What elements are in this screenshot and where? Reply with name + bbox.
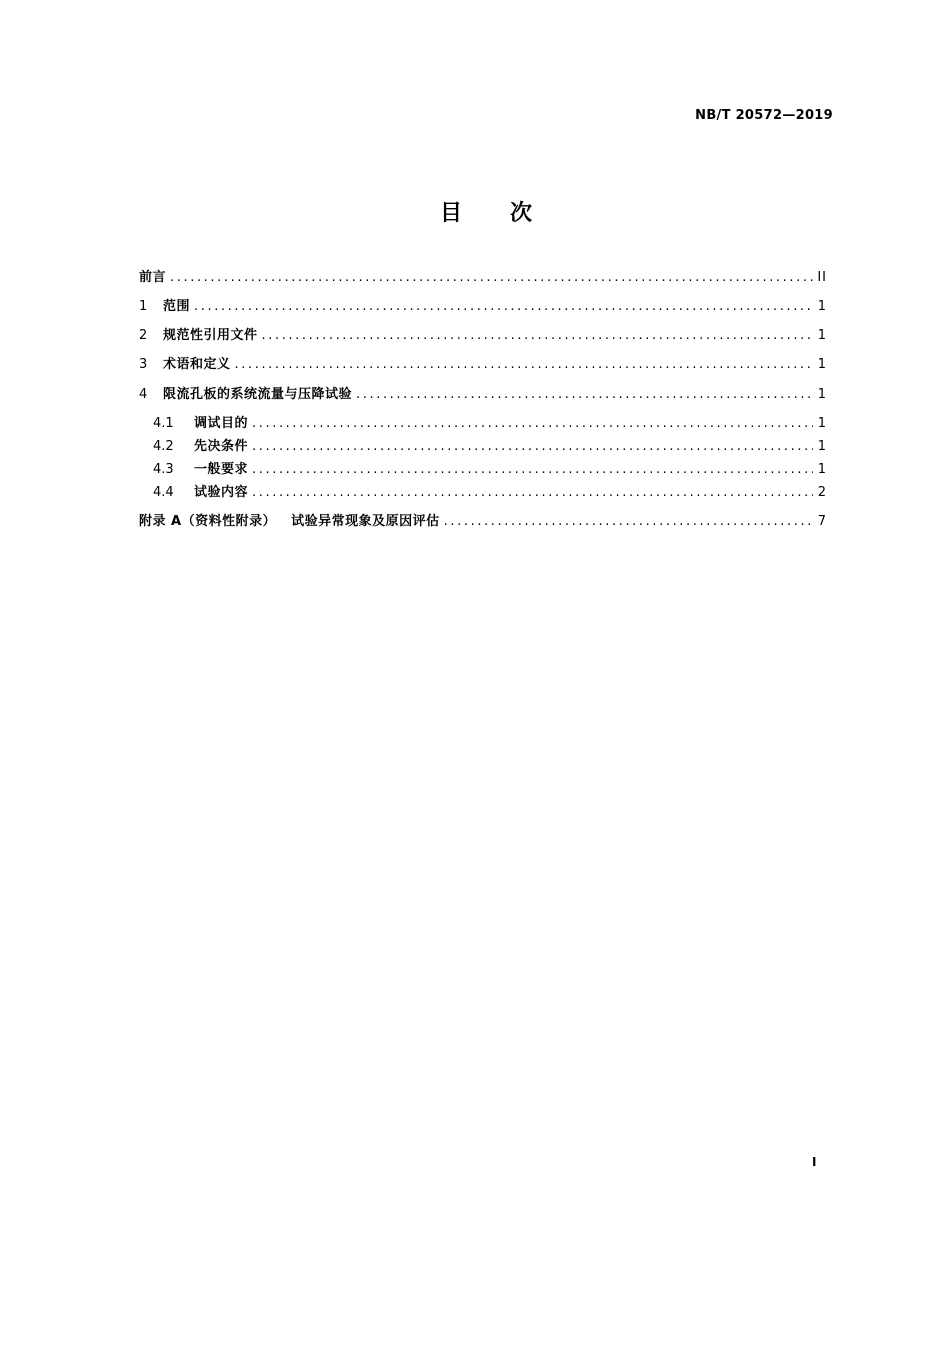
toc-title-char-1: 目 xyxy=(439,201,462,226)
toc-entry-number: 4.4 xyxy=(153,485,174,500)
toc-entry-label: 前言 xyxy=(139,270,167,285)
toc-entry-normative-references[interactable] xyxy=(139,326,827,346)
toc-entry-page: II xyxy=(817,270,827,285)
toc-entry-page: 1 xyxy=(817,357,827,372)
toc-entry-label: 术语和定义 xyxy=(163,357,231,372)
toc-entry-4-2[interactable] xyxy=(153,437,827,457)
toc-entry-page: 1 xyxy=(817,462,827,477)
dot-leader xyxy=(194,297,813,317)
dot-leader xyxy=(252,460,813,480)
toc-entry-4-3[interactable] xyxy=(153,460,827,480)
toc-entry-number: 4.1 xyxy=(153,416,174,431)
toc-entry-number: 3 xyxy=(139,357,148,372)
dot-leader xyxy=(356,385,813,405)
toc-entry-page: 7 xyxy=(817,514,827,529)
toc-entry-label: 规范性引用文件 xyxy=(163,328,258,343)
toc-entry-label: 试验内容 xyxy=(194,485,249,500)
toc-entry-label: 先决条件 xyxy=(194,439,249,454)
toc-entry-4-4[interactable] xyxy=(153,483,827,503)
document-code: NB/T 20572—2019 xyxy=(695,108,833,123)
toc-entry-scope[interactable] xyxy=(139,297,827,317)
toc-entry-terms-definitions[interactable] xyxy=(139,355,827,375)
dot-leader xyxy=(170,268,813,288)
toc-entry-page: 1 xyxy=(817,387,827,402)
dot-leader xyxy=(252,414,813,434)
dot-leader xyxy=(235,355,813,375)
toc-entry-label: 限流孔板的系统流量与压降试验 xyxy=(163,387,353,402)
toc-entry-page: 1 xyxy=(817,416,827,431)
toc-entry-page: 1 xyxy=(817,299,827,314)
toc-entry-label: 一般要求 xyxy=(194,462,249,477)
toc-entry-label: 附录 A（资料性附录） 试验异常现象及原因评估 xyxy=(139,514,440,529)
toc-entry-page: 1 xyxy=(817,439,827,454)
page-number: I xyxy=(812,1155,817,1169)
toc-title-char-2: 次 xyxy=(510,201,533,226)
dot-leader xyxy=(252,483,813,503)
toc-entry-foreword[interactable] xyxy=(139,268,827,288)
toc-entry-page: 2 xyxy=(817,485,827,500)
toc-entry-number: 2 xyxy=(139,328,148,343)
toc-entry-number: 4.2 xyxy=(153,439,174,454)
toc-entry-label: 范围 xyxy=(163,299,191,314)
toc-entry-number: 4.3 xyxy=(153,462,174,477)
toc-entry-annex-a[interactable] xyxy=(139,512,827,532)
dot-leader xyxy=(252,437,813,457)
toc-entry-section-4[interactable] xyxy=(139,385,827,405)
toc-title xyxy=(0,196,950,227)
toc-entry-page: 1 xyxy=(817,328,827,343)
dot-leader xyxy=(444,512,813,532)
toc-entry-number: 1 xyxy=(139,299,148,314)
toc-entry-4-1[interactable] xyxy=(153,414,827,434)
dot-leader xyxy=(262,326,813,346)
toc-entry-number: 4 xyxy=(139,387,148,402)
toc-entry-label: 调试目的 xyxy=(194,416,249,431)
